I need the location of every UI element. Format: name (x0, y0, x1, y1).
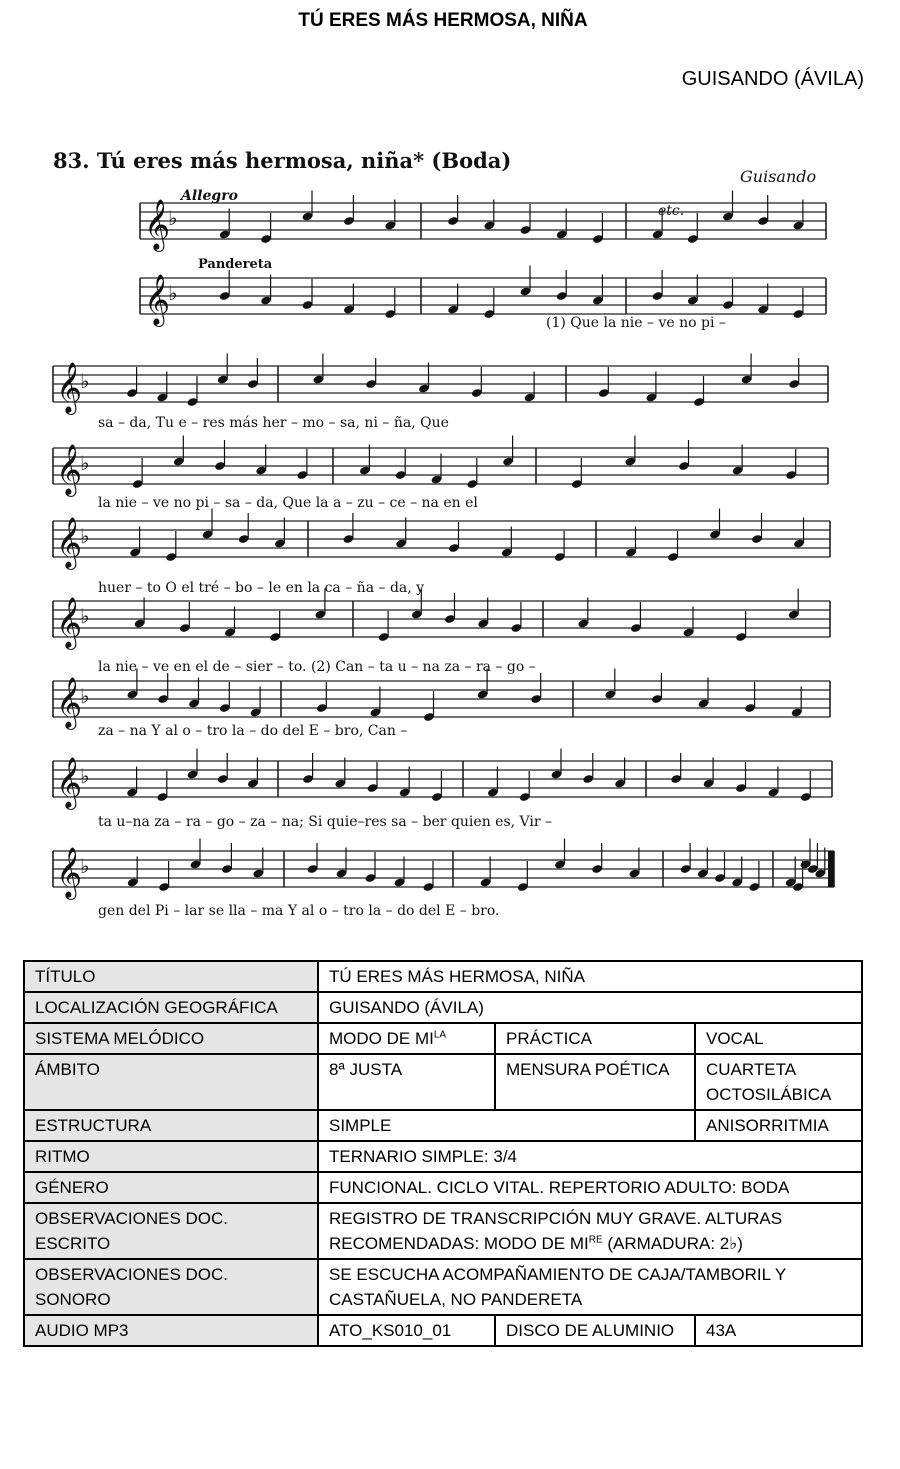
flat-icon: ♭ (168, 281, 178, 305)
metadata-table (23, 960, 863, 1347)
estructura-label: ESTRUCTURA (24, 1110, 318, 1141)
location-heading: GUISANDO (ÁVILA) (681, 68, 864, 90)
obs-escrito-cell (318, 1203, 862, 1259)
instrument-label: Pandereta (198, 257, 273, 272)
sistema-sup: LA (433, 1029, 447, 1041)
audio-label: AUDIO MP3 (24, 1315, 318, 1346)
treble-clef-icon: 𝄞 (56, 444, 83, 495)
table-row (24, 1054, 862, 1110)
table-row (24, 1203, 862, 1259)
table-row (24, 1023, 862, 1054)
table-row (24, 961, 862, 992)
ritmo-value: TERNARIO SIMPLE: 3/4 (318, 1141, 862, 1172)
ritmo-label: RITMO (24, 1141, 318, 1172)
obs-sonoro-label: OBSERVACIONES DOC. SONORO (24, 1259, 318, 1315)
disco-label: DISCO DE ALUMINIO (495, 1315, 695, 1346)
localizacion-label: LOCALIZACIÓN GEOGRÁFICA (24, 992, 318, 1023)
estructura-extra: ANISORRITMIA (695, 1110, 862, 1141)
titulo-value: TÚ ERES MÁS HERMOSA, NIÑA (318, 961, 862, 992)
practica-value: VOCAL (695, 1023, 862, 1054)
ambito-value: 8ª JUSTA (318, 1054, 495, 1110)
flat-icon: ♭ (80, 369, 90, 393)
estructura-value: SIMPLE (318, 1110, 695, 1141)
mensura-label: MENSURA POÉTICA (495, 1054, 695, 1110)
flat-icon: ♭ (80, 764, 90, 788)
obs-escrito-sup: RE (588, 1234, 603, 1246)
treble-clef-icon: 𝄞 (56, 677, 83, 728)
flat-icon: ♭ (80, 451, 90, 475)
sistema-value: MODO DE MI (329, 1029, 434, 1048)
treble-clef-icon: 𝄞 (56, 757, 83, 808)
treble-clef-icon: 𝄞 (56, 597, 83, 648)
lyric-line: la nie – ve no pi – sa – da, Que la a – zu – ce – na en el (98, 495, 478, 511)
table-row (24, 1141, 862, 1172)
lyric-line: sa – da, Tu e – res más her – mo – sa, ni – ña, Que (98, 415, 449, 431)
treble-clef-icon: 𝄞 (144, 274, 171, 325)
etc-marking: etc. (658, 203, 685, 219)
audio-value: ATO_KS010_01 (318, 1315, 495, 1346)
titulo-label: TÍTULO (24, 961, 318, 992)
mensura-value: CUARTETA OCTOSILÁBICA (695, 1054, 862, 1110)
treble-clef-icon: 𝄞 (56, 847, 83, 898)
disco-value: 43A (695, 1315, 862, 1346)
lyric-line: la nie – ve en el de – sier – to. (2) Can – ta u – na za – ra – go – (98, 659, 536, 675)
sistema-label: SISTEMA MELÓDICO (24, 1023, 318, 1054)
sistema-cell (318, 1023, 495, 1054)
practica-label: PRÁCTICA (495, 1023, 695, 1054)
flat-icon: ♭ (80, 604, 90, 628)
table-row (24, 1315, 862, 1346)
ambito-label: ÁMBITO (24, 1054, 318, 1110)
final-barline (828, 851, 834, 887)
lyric-line: (1) Que la nie – ve no pi – (546, 315, 726, 331)
lyric-line: za – na Y al o – tro la – do del E – bro, Can – (98, 723, 408, 739)
music-score (48, 118, 848, 928)
flat-icon: ♭ (80, 524, 90, 548)
table-row (24, 992, 862, 1023)
treble-clef-icon: 𝄞 (56, 362, 83, 413)
localizacion-value: GUISANDO (ÁVILA) (318, 992, 862, 1023)
treble-clef-icon: 𝄞 (144, 199, 171, 250)
score-place: Guisando (740, 167, 817, 186)
flat-icon: ♭ (80, 854, 90, 878)
score-svg (48, 118, 848, 928)
tempo-marking: Allegro (181, 188, 238, 204)
genero-label: GÉNERO (24, 1172, 318, 1203)
obs-escrito-value: REGISTRO DE TRANSCRIPCIÓN MUY GRAVE. ALTURAS RECOMENDADAS: MODO DE MI (329, 1209, 783, 1253)
lyric-line: huer – to O el tré – bo – le en la ca – ña – da, y (98, 580, 425, 596)
table-row (24, 1259, 862, 1315)
treble-clef-icon: 𝄞 (56, 517, 83, 568)
lyric-line: ta u–na za – ra – go – za – na; Si quie–res sa – ber quien es, Vir – (98, 814, 553, 830)
lyric-line: gen del Pi – lar se lla – ma Y al o – tro la – do del E – bro. (98, 903, 500, 919)
table-row (24, 1172, 862, 1203)
obs-escrito-label: OBSERVACIONES DOC. ESCRITO (24, 1203, 318, 1259)
table-row (24, 1110, 862, 1141)
obs-sonoro-value: SE ESCUCHA ACOMPAÑAMIENTO DE CAJA/TAMBORIL Y CASTAÑUELA, NO PANDERETA (318, 1259, 862, 1315)
page-title: TÚ ERES MÁS HERMOSA, NIÑA (298, 10, 588, 31)
genero-value: FUNCIONAL. CICLO VITAL. REPERTORIO ADULTO: BODA (318, 1172, 862, 1203)
staves-group (53, 191, 834, 901)
flat-icon: ♭ (80, 684, 90, 708)
score-heading: 83. Tú eres más hermosa, niña* (Boda) (53, 148, 512, 173)
obs-escrito-armadura: (ARMADURA: 2♭) (602, 1234, 743, 1253)
flat-icon: ♭ (168, 206, 178, 230)
